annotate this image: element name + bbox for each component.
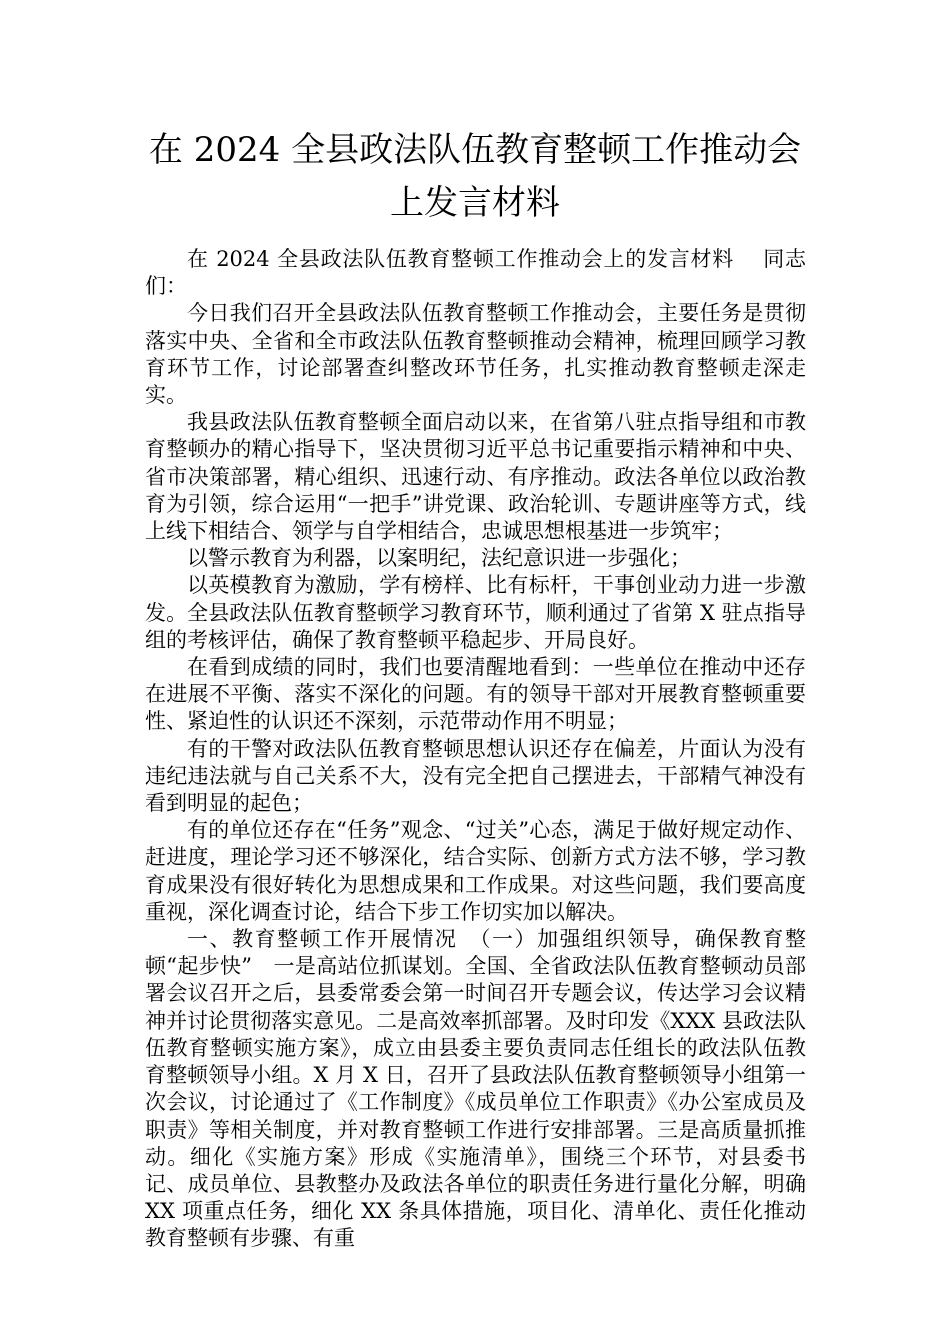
- paragraph: 以警示教育为利器，以案明纪，法纪意识进一步强化；: [187, 546, 691, 571]
- paragraph-salutation: 在 2024 全县政法队伍教育整顿工作推动会上的发言材料 同志们：: [145, 247, 806, 299]
- paragraph: 我县政法队伍教育整顿全面启动以来，在省第八驻点指导组和市教育整顿办的精心指导下，坚决贯彻习近平总书记重要指示精神和中央、省市决策部署，精心组织、迅速行动、有序推动。政法各单位以政治教育为引领，综合运用“一把手”讲党课、政治轮训、专题讲座等方式，线上线下相结合、领学与自学相结合，忠诚思想根基进一步筑牢；: [145, 410, 806, 544]
- paragraph: 一、教育整顿工作开展情况 （一）加强组织领导，确保教育整顿“起步快” 一是高站位抓谋划。全国、全省政法队伍教育整顿动员部署会议召开之后，县委常委会第一时间召开专题会议，传达学习会议精神并讨论贯彻落实意见。二是高效率抓部署。及时印发《XXX 县政法队伍教育整顿实施方案》，成立由县委主要负责同志任组长的政法队伍教育整顿领导小组。X 月 X 日，召开了县政法队伍教育整顿领导小组第一次会议，讨论通过了《工作制度》《成员单位工作职责》《办公室成员及职责》等相关制度，并对教育整顿工作进行安排部署。三是高质量抓推动。细化《实施方案》形成《实施清单》，围绕三个环节，对县委书记、成员单位、县教整办及政法各单位的职责任务进行量化分解，明确 XX 项重点任务，细化 XX 条具体措施，项目化、清单化、责任化推动教育整顿有步骤、有重: [145, 927, 806, 1251]
- paragraph: 有的单位还存在“任务”观念、“过关”心态，满足于做好规定动作、赶进度，理论学习还不够深化，结合实际、创新方式方法不够，学习教育成果没有很好转化为思想成果和工作成果。对这些问题，我们要高度重视，深化调查讨论，结合下步工作切实加以解决。: [145, 818, 806, 924]
- paragraph: 今日我们召开全县政法队伍教育整顿工作推动会，主要任务是贯彻落实中央、全省和全市政法队伍教育整顿推动会精神，梳理回顾学习教育环节工作，讨论部署查纠整改环节任务，扎实推动教育整顿走深走实。: [145, 301, 806, 408]
- document-body: [145, 246, 806, 1253]
- paragraph: 有的干警对政法队伍教育整顿思想认识还存在偏差，片面认为没有违纪违法就与自己关系不大，没有完全把自己摆进去，干部精气神没有看到明显的起色；: [145, 736, 806, 816]
- paragraph: 以英模教育为激励，学有榜样、比有标杆，干事创业动力进一步激发。全县政法队伍教育整顿学习教育环节，顺利通过了省第 X 驻点指导组的考核评估，确保了教育整顿平稳起步、开局良好。: [145, 573, 806, 652]
- paragraph: 在看到成绩的同时，我们也要清醒地看到：一些单位在推动中还存在进展不平衡、落实不深化的问题。有的领导干部对开展教育整顿重要性、紧迫性的认识还不深刻，示范带动作用不明显；: [145, 655, 806, 734]
- document-title: 在 2024 全县政法队伍教育整顿工作推动会上发言材料: [148, 130, 802, 223]
